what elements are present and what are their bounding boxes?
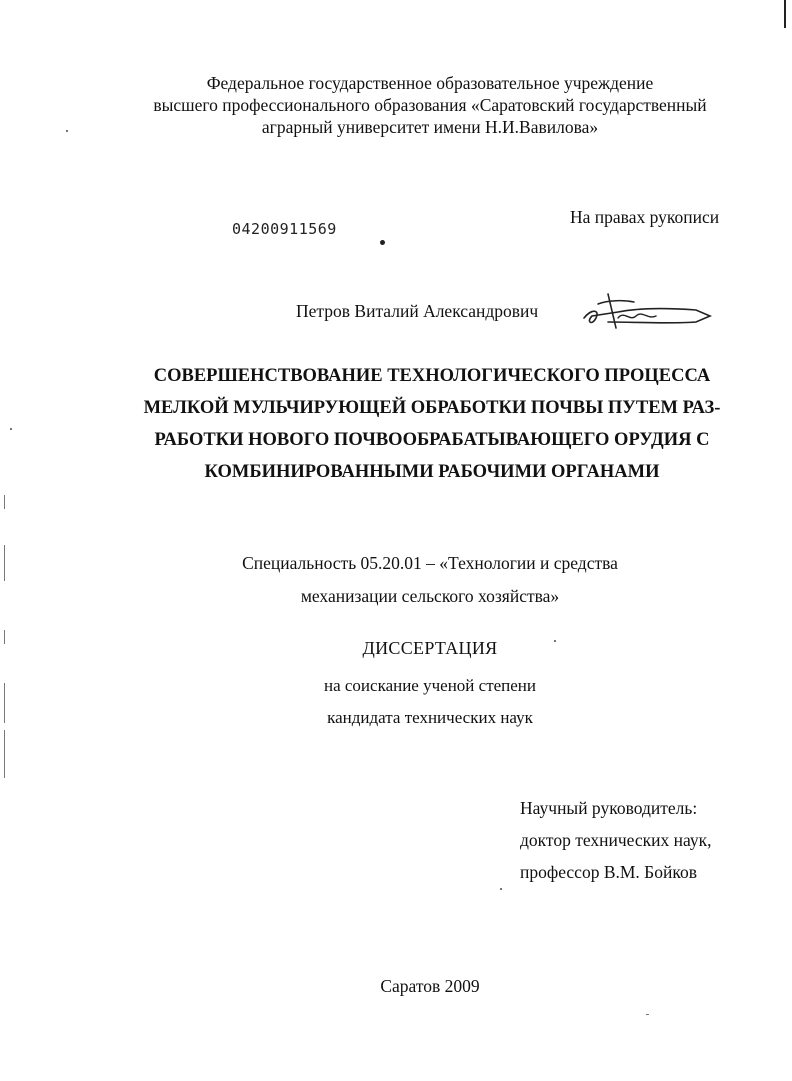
title-line-2: МЕЛКОЙ МУЛЬЧИРУЮЩЕЙ ОБРАБОТКИ ПОЧВЫ ПУТЕМ РАЗ- xyxy=(143,398,721,418)
scan-mark xyxy=(784,0,786,28)
author-name: Петров Виталий Александрович xyxy=(296,301,539,321)
scan-mark xyxy=(554,640,556,642)
scientific-supervisor xyxy=(520,792,712,888)
rights-notice: На правах рукописи xyxy=(570,207,720,227)
scan-mark xyxy=(646,1014,649,1015)
scan-mark xyxy=(4,683,5,723)
degree-line-1: на соискание ученой степени xyxy=(323,676,537,695)
institution-line-3: аграрный университет имени Н.И.Вавилова» xyxy=(261,117,599,137)
scan-mark xyxy=(4,495,5,509)
title-line-4: КОМБИНИРОВАННЫМИ РАБОЧИМИ ОРГАНАМИ xyxy=(204,462,660,482)
specialty xyxy=(150,547,710,613)
degree-line-2: кандидата технических наук xyxy=(327,708,533,727)
author-signature xyxy=(578,288,718,334)
institution-line-1: Федеральное государственное образовательное учреждение xyxy=(206,73,654,93)
scan-mark xyxy=(4,730,5,778)
scan-mark xyxy=(66,130,68,132)
supervisor-name: профессор В.М. Бойков xyxy=(520,862,697,882)
title-line-1: СОВЕРШЕНСТВОВАНИЕ ТЕХНОЛОГИЧЕСКОГО ПРОЦЕССА xyxy=(153,366,711,386)
scan-mark xyxy=(4,545,5,581)
registration-number-stamp: 04200911569 xyxy=(232,220,337,238)
dissertation-title xyxy=(100,360,764,488)
scan-mark xyxy=(500,888,502,890)
specialty-line-1: Специальность 05.20.01 – «Технологии и средства xyxy=(242,553,618,573)
title-line-3: РАБОТКИ НОВОГО ПОЧВООБРАБАТЫВАЮЩЕГО ОРУДИЯ С xyxy=(154,430,710,450)
supervisor-degree: доктор технических наук, xyxy=(520,830,712,850)
scan-dot xyxy=(380,240,385,245)
scan-mark xyxy=(10,428,12,430)
document-type: ДИССЕРТАЦИЯ xyxy=(362,638,498,658)
institution-header xyxy=(80,72,780,138)
specialty-line-2: механизации сельского хозяйства» xyxy=(300,586,560,606)
degree-sought xyxy=(150,670,710,734)
city-year: Саратов 2009 xyxy=(380,976,480,996)
institution-line-2: высшего профессионального образования «Саратовский государственный xyxy=(153,95,707,115)
scan-mark xyxy=(4,630,5,644)
supervisor-label: Научный руководитель: xyxy=(520,798,698,818)
